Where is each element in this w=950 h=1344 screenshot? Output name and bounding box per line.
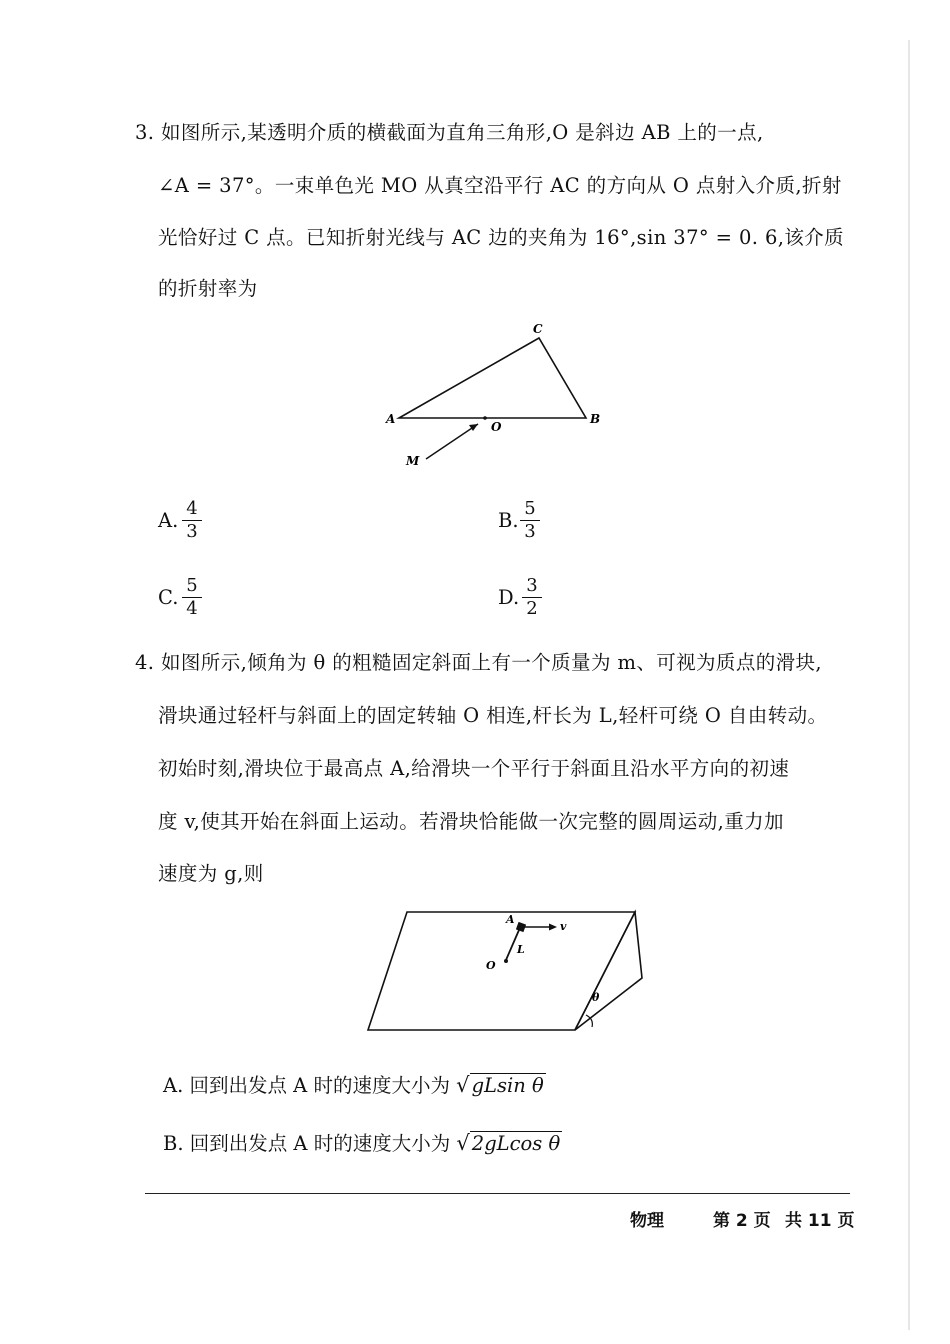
option-text: A. 回到出发点 A 时的速度大小为 (163, 1074, 457, 1097)
q3-line-2: ∠A = 37°。一束单色光 MO 从真空沿平行 AC 的方向从 O 点射入介质,折射 (158, 174, 842, 197)
slider-block (516, 922, 526, 932)
triangle-abc (399, 338, 586, 418)
label-theta: θ (592, 991, 600, 1004)
ray-mo (426, 424, 478, 459)
page-edge (908, 40, 910, 1330)
q4-option-a (163, 1073, 546, 1098)
pivot-o (504, 959, 508, 963)
footer-total-pages: 共 11 页 (785, 1211, 855, 1231)
footer-subject: 物理 (630, 1211, 664, 1231)
sqrt-sign: √ (456, 1131, 470, 1155)
q4-line-4: 度 v,使其开始在斜面上运动。若滑块恰能做一次完整的圆周运动,重力加 (158, 810, 784, 833)
radicand: 2gLcos θ (471, 1132, 561, 1155)
option-text: B. 回到出发点 A 时的速度大小为 (163, 1132, 457, 1155)
radicand: gLsin θ (471, 1074, 544, 1097)
q3-line-4: 的折射率为 (158, 277, 258, 300)
denominator: 3 (524, 521, 536, 542)
q3-triangle-figure (370, 318, 610, 478)
velocity-arrowhead (549, 924, 557, 931)
point-o (483, 416, 487, 420)
q3-option-b-letter: B. (498, 509, 519, 532)
q3-option-c-fraction (183, 575, 201, 620)
q4-line-3: 初始时刻,滑块位于最高点 A,给滑块一个平行于斜面且沿水平方向的初速 (158, 757, 790, 780)
label-a: A (506, 913, 515, 926)
q3-line-3: 光恰好过 C 点。已知折射光线与 AC 边的夹角为 16°,sin 37° = 0. 6,该介质 (158, 226, 845, 249)
numerator: 4 (186, 498, 198, 519)
label-o: O (491, 420, 502, 434)
q4-line-5: 速度为 g,则 (158, 862, 264, 885)
label-b: B (590, 412, 601, 426)
label-o: O (486, 959, 496, 972)
footer-rule (145, 1193, 850, 1194)
denominator: 2 (526, 598, 538, 619)
incline-surface (368, 912, 635, 1030)
numerator: 5 (186, 575, 198, 596)
q3-option-b-fraction (521, 498, 539, 543)
q3-option-a-letter: A. (158, 509, 179, 532)
footer-page-number: 第 2 页 (713, 1211, 771, 1231)
label-m: M (406, 454, 420, 468)
label-c: C (533, 322, 543, 336)
numerator: 5 (524, 498, 536, 519)
incline-side (575, 912, 642, 1030)
q4-option-b (163, 1131, 562, 1156)
label-a: A (386, 412, 396, 426)
q3-option-c-letter: C. (158, 586, 179, 609)
numerator: 3 (526, 575, 538, 596)
q3-option-d-fraction (523, 575, 541, 620)
sqrt-sign: √ (456, 1073, 470, 1097)
q4-line-2: 滑块通过轻杆与斜面上的固定转轴 O 相连,杆长为 L,轻杆可绕 O 自由转动。 (158, 704, 828, 727)
q4-line-1: 4. 如图所示,倾角为 θ 的粗糙固定斜面上有一个质量为 m、可视为质点的滑块, (135, 651, 823, 674)
q3-option-d-letter: D. (498, 586, 520, 609)
q3-option-a-fraction (183, 498, 201, 543)
label-l: L (517, 943, 525, 956)
q4-incline-figure (360, 903, 650, 1038)
q3-line-1: 3. 如图所示,某透明介质的横截面为直角三角形,O 是斜边 AB 上的一点, (135, 121, 764, 144)
denominator: 4 (186, 598, 198, 619)
denominator: 3 (186, 521, 198, 542)
label-v: v (560, 920, 567, 933)
